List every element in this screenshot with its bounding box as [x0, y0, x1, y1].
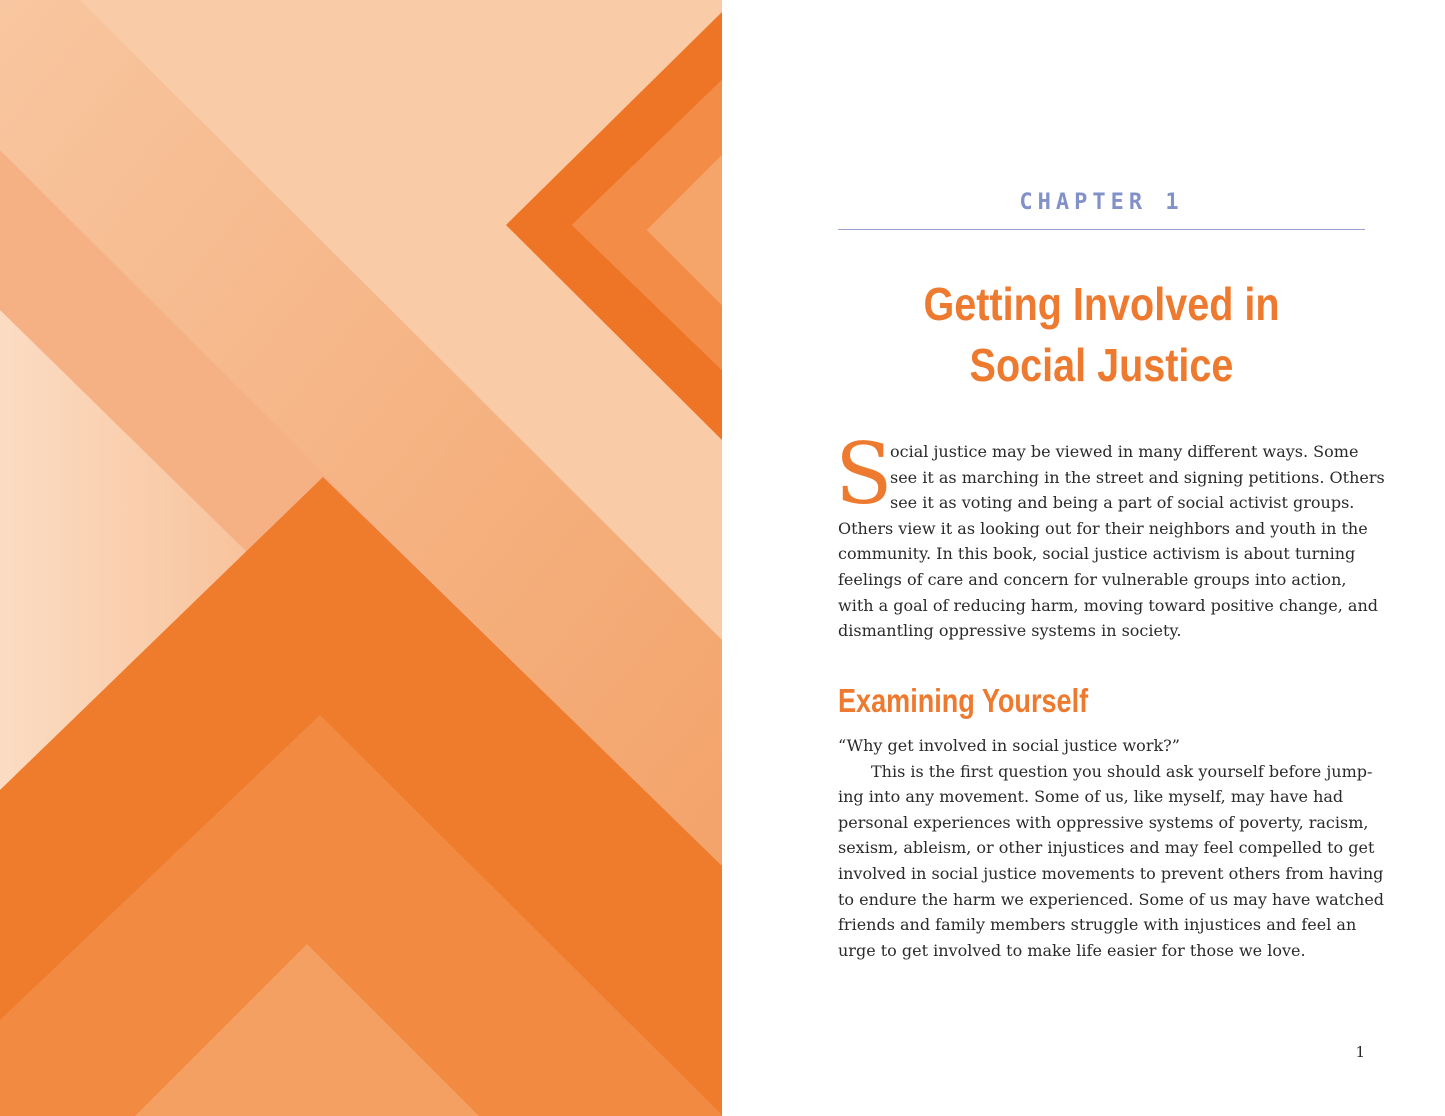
- chevron-pattern-graphic: [0, 0, 722, 1116]
- chapter-title: [875, 274, 1328, 396]
- section-line: involved in social justice movements to prevent others from having: [838, 863, 1384, 883]
- intro-line: dismantling oppressive systems in society.: [838, 621, 1182, 641]
- section-heading: Examining Yourself: [838, 682, 1089, 719]
- page-number: 1: [1355, 1043, 1365, 1061]
- intro-line: see it as voting and being a part of social activist groups.: [890, 493, 1355, 513]
- chapter-label: CHAPTER 1: [1019, 190, 1184, 215]
- intro-line: ocial justice may be viewed in many different ways. Some: [890, 442, 1359, 461]
- section-line: urge to get involved to make life easier for those we love.: [838, 940, 1306, 960]
- section-body: [838, 733, 1385, 963]
- intro-line: feelings of care and concern for vulnerable groups into action,: [838, 569, 1347, 589]
- section-line: “Why get involved in social justice work?”: [838, 736, 1180, 755]
- section-line: ing into any movement. Some of us, like myself, may have had: [838, 787, 1344, 807]
- section-line: friends and family members struggle with injustices and feel an: [838, 915, 1357, 935]
- chapter-title-line-1: Getting Involved in: [923, 278, 1280, 330]
- decorative-chevron-artwork: [0, 0, 722, 1116]
- intro-line: community. In this book, social justice activism is about turning: [838, 544, 1356, 564]
- intro-line: with a goal of reducing harm, moving toward positive change, and: [838, 595, 1379, 615]
- intro-paragraph: [835, 425, 1385, 644]
- chapter-title-line-2: Social Justice: [969, 339, 1234, 391]
- section-line: to endure the harm we experienced. Some of us may have watched: [838, 889, 1385, 909]
- chapter-page: [722, 0, 1445, 1116]
- drop-cap: S: [835, 425, 893, 523]
- section-line: This is the first question you should ask yourself before jump-: [871, 761, 1373, 781]
- chapter-divider: [838, 229, 1365, 230]
- section-line: personal experiences with oppressive systems of poverty, racism,: [838, 812, 1369, 832]
- section-line: sexism, ableism, or other injustices and may feel compelled to get: [838, 838, 1375, 858]
- intro-line: see it as marching in the street and signing petitions. Others: [890, 467, 1385, 487]
- intro-line: Others view it as looking out for their neighbors and youth in the: [838, 518, 1368, 538]
